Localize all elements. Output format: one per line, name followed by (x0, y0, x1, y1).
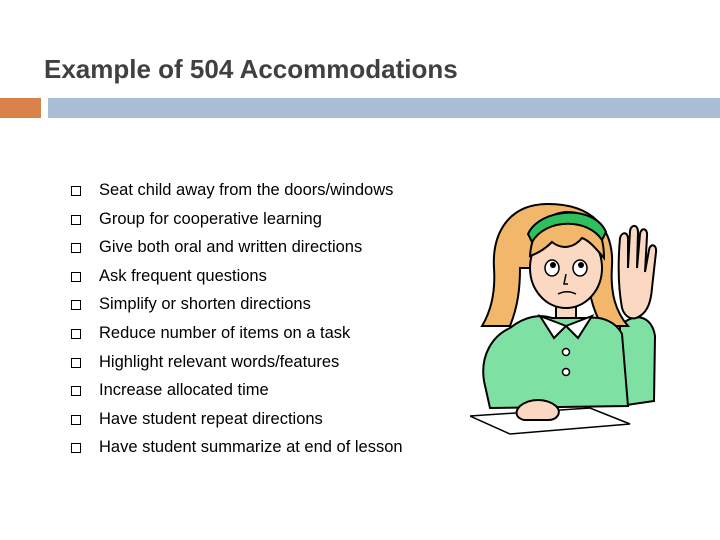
girl-raising-hand-illustration (470, 176, 660, 441)
bullet-text: Ask frequent questions (99, 266, 267, 285)
bullet-text: Group for cooperative learning (99, 209, 322, 228)
bullet-text: Increase allocated time (99, 381, 269, 400)
bullet-text: Simplify or shorten directions (99, 295, 311, 314)
square-bullet-icon (71, 329, 81, 339)
bullet-text: Have student repeat directions (99, 409, 323, 428)
title-underline-bar (48, 98, 720, 118)
bullet-text: Reduce number of items on a task (99, 323, 351, 342)
square-bullet-icon (71, 215, 81, 225)
square-bullet-icon (71, 186, 81, 196)
bullet-text: Seat child away from the doors/windows (99, 181, 394, 199)
square-bullet-icon (71, 443, 81, 453)
bullet-text: Give both oral and written directions (99, 238, 363, 257)
square-bullet-icon (71, 300, 81, 310)
square-bullet-icon (71, 386, 81, 396)
slide-title: Example of 504 Accommodations (44, 54, 458, 84)
square-bullet-icon (71, 415, 81, 425)
square-bullet-icon (71, 243, 81, 253)
bullet-text: Highlight relevant words/features (99, 352, 340, 371)
square-bullet-icon (71, 358, 81, 368)
square-bullet-icon (71, 272, 81, 282)
title-accent-bar (0, 98, 41, 118)
bullet-text: Have student summarize at end of lesson (99, 438, 403, 457)
